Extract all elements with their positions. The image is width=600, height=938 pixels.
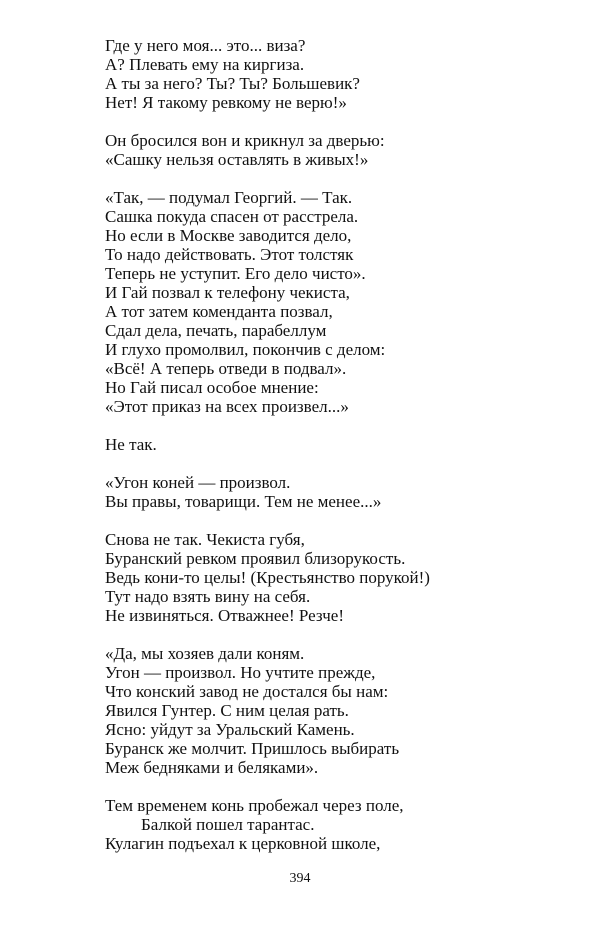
stanza (105, 131, 575, 169)
poem-line: Ясно: уйдут за Уральский Камень. (105, 720, 355, 739)
poem-line: «Так, — подумал Георгий. — Так. (105, 188, 353, 207)
poem-line: Кулагин подъехал к церковной школе, (105, 834, 381, 853)
poem-line: «Этот приказ на всех произвел...» (105, 397, 349, 416)
poem-line: Сашка покуда спасен от расстрела. (105, 207, 359, 226)
poem-line: Ведь кони-то целы! (Крестьянство порукой!) (105, 568, 430, 587)
poem-line: «Сашку нельзя оставлять в живых!» (105, 150, 369, 169)
poem-line: Буранский ревком проявил близорукость. (105, 549, 406, 568)
poem-line: Он бросился вон и крикнул за дверью: (105, 131, 385, 150)
stanza (105, 188, 575, 416)
poem-line: Не так. (105, 435, 157, 454)
stanza (105, 36, 575, 112)
stanza (105, 796, 575, 853)
poem-line: Но Гай писал особое мнение: (105, 378, 319, 397)
poem-line: Тут надо взять вину на себя. (105, 587, 311, 606)
poem-line: Буранск же молчит. Пришлось выбирать (105, 739, 400, 758)
poem-line: Нет! Я такому ревкому не верю!» (105, 93, 347, 112)
poem-line: Меж бедняками и беляками». (105, 758, 319, 777)
poem-line: Сдал дела, печать, парабеллум (105, 321, 327, 340)
poem-line: Не извиняться. Отважнее! Резче! (105, 606, 344, 625)
poem-line: Вы правы, товарищи. Тем не менее...» (105, 492, 382, 511)
poem-line-indented: Балкой пошел тарантас. (141, 815, 315, 834)
page-number: 394 (289, 871, 311, 886)
stanza (105, 473, 575, 511)
stanza (105, 644, 575, 777)
poem-text (105, 36, 575, 872)
poem-line: И Гай позвал к телефону чекиста, (105, 283, 350, 302)
stanza (105, 435, 575, 454)
poem-line: Но если в Москве заводится дело, (105, 226, 352, 245)
poem-line: Где у него моя... это... виза? (105, 36, 306, 55)
poem-line: Теперь не уступит. Его дело чисто». (105, 264, 366, 283)
poem-line: Явился Гунтер. С ним целая рать. (105, 701, 349, 720)
poem-line: Снова не так. Чекиста губя, (105, 530, 305, 549)
poem-line: «Всё! А теперь отведи в подвал». (105, 359, 347, 378)
poem-line: А? Плевать ему на киргиза. (105, 55, 305, 74)
poem-line: Что конский завод не достался бы нам: (105, 682, 389, 701)
poem-line: А тот затем коменданта позвал, (105, 302, 333, 321)
stanza (105, 530, 575, 625)
poem-line: А ты за него? Ты? Ты? Большевик? (105, 74, 360, 93)
poem-line: Угон — произвол. Но учтите прежде, (105, 663, 376, 682)
poem-line: «Да, мы хозяев дали коням. (105, 644, 305, 663)
poem-line: То надо действовать. Этот толстяк (105, 245, 354, 264)
poem-line: Тем временем конь пробежал через поле, (105, 796, 404, 815)
poem-line: И глухо промолвил, покончив с делом: (105, 340, 386, 359)
poem-line: «Угон коней — произвол. (105, 473, 291, 492)
